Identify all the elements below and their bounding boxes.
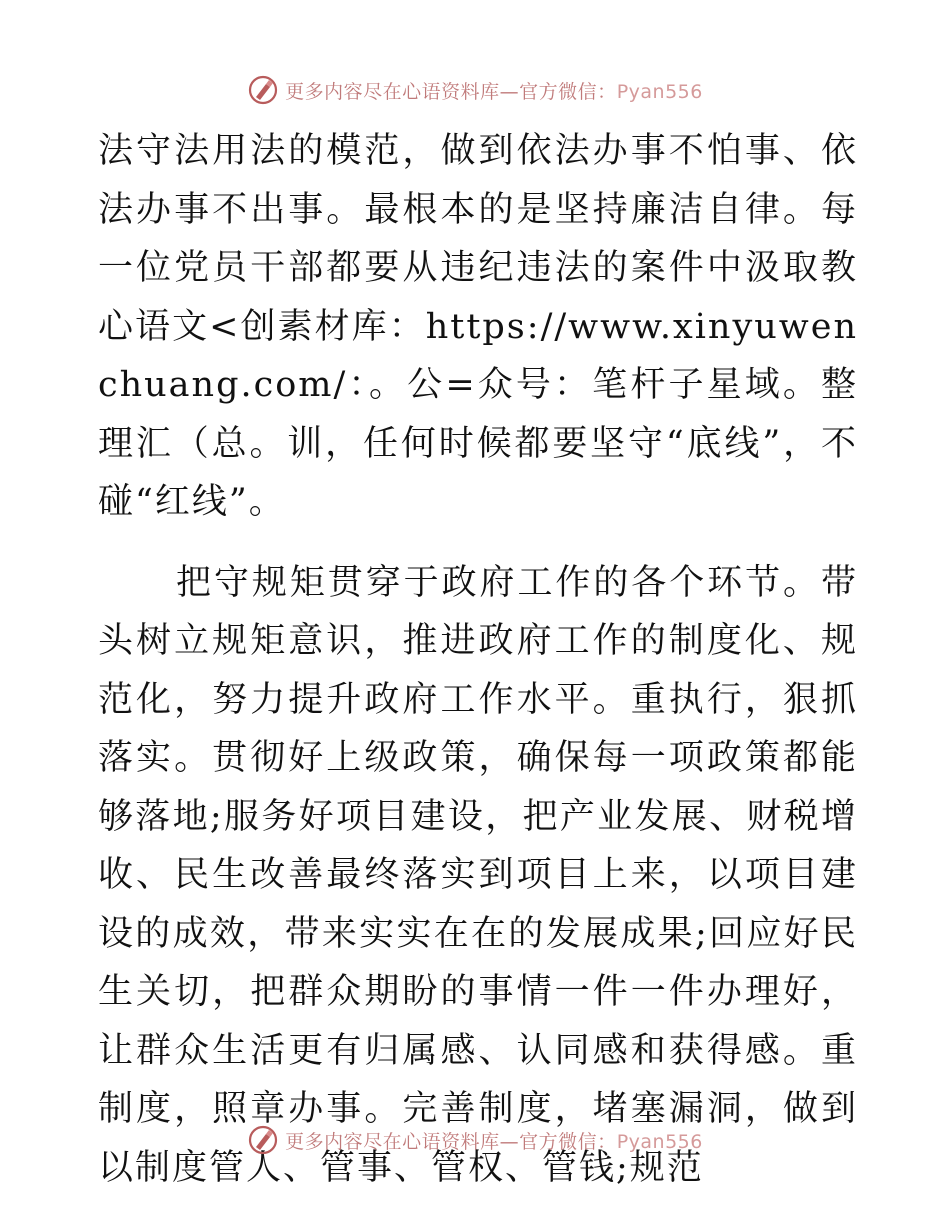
paragraph-2: 把守规矩贯穿于政府工作的各个环节。带头树立规矩意识，推进政府工作的制度化、规范化，努力提升政府工作水平。重执行，狠抓落实。贯彻好上级政策，确保每一项政策都能够落地;服务好项目建设，把产业发展、财税增收、民生改善最终落实到项目上来，以项目建设的成效，带来实实在在的发展成果;回应好民生关切，把群众期盼的事情一件一件办理好，让群众生活更有归属感、认同感和获得感。重制度，照章办事。完善制度，堵塞漏洞，做到以制度管人、管事、管权、管钱;规范 (98, 562, 858, 1188)
banner-text (285, 77, 703, 104)
document-body (98, 122, 858, 1197)
banner-library-text: 更多内容尽在心语资料库 (285, 80, 500, 103)
paragraph-1: 法守法用法的模范，做到依法办事不怕事、依法办事不出事。最根本的是坚持廉洁自律。每一位党员干部都要从违纪违法的案件中汲取教心语文<创素材库：https://www.xinyuwenchuang.com/：。公=众号：笔杆子星域。整理汇（总。训，任何时候都要坚守“底线”，不碰“红线”。 (98, 131, 858, 522)
banner-wechat-id: Pyan556 (616, 80, 703, 103)
banner-separator: — (499, 80, 520, 103)
footer-library-text: 更多内容尽在心语资料库 (285, 1130, 500, 1153)
footer-banner-text (285, 1127, 703, 1154)
footer-wechat-id: Pyan556 (616, 1130, 703, 1153)
header-banner (0, 70, 950, 110)
pen-nib-logo-icon (247, 74, 279, 106)
footer-banner (0, 1120, 950, 1160)
banner-wechat-label: 官方微信： (519, 80, 617, 103)
pen-nib-logo-icon (247, 1124, 279, 1156)
footer-separator: — (499, 1130, 520, 1153)
footer-wechat-label: 官方微信： (519, 1130, 617, 1153)
